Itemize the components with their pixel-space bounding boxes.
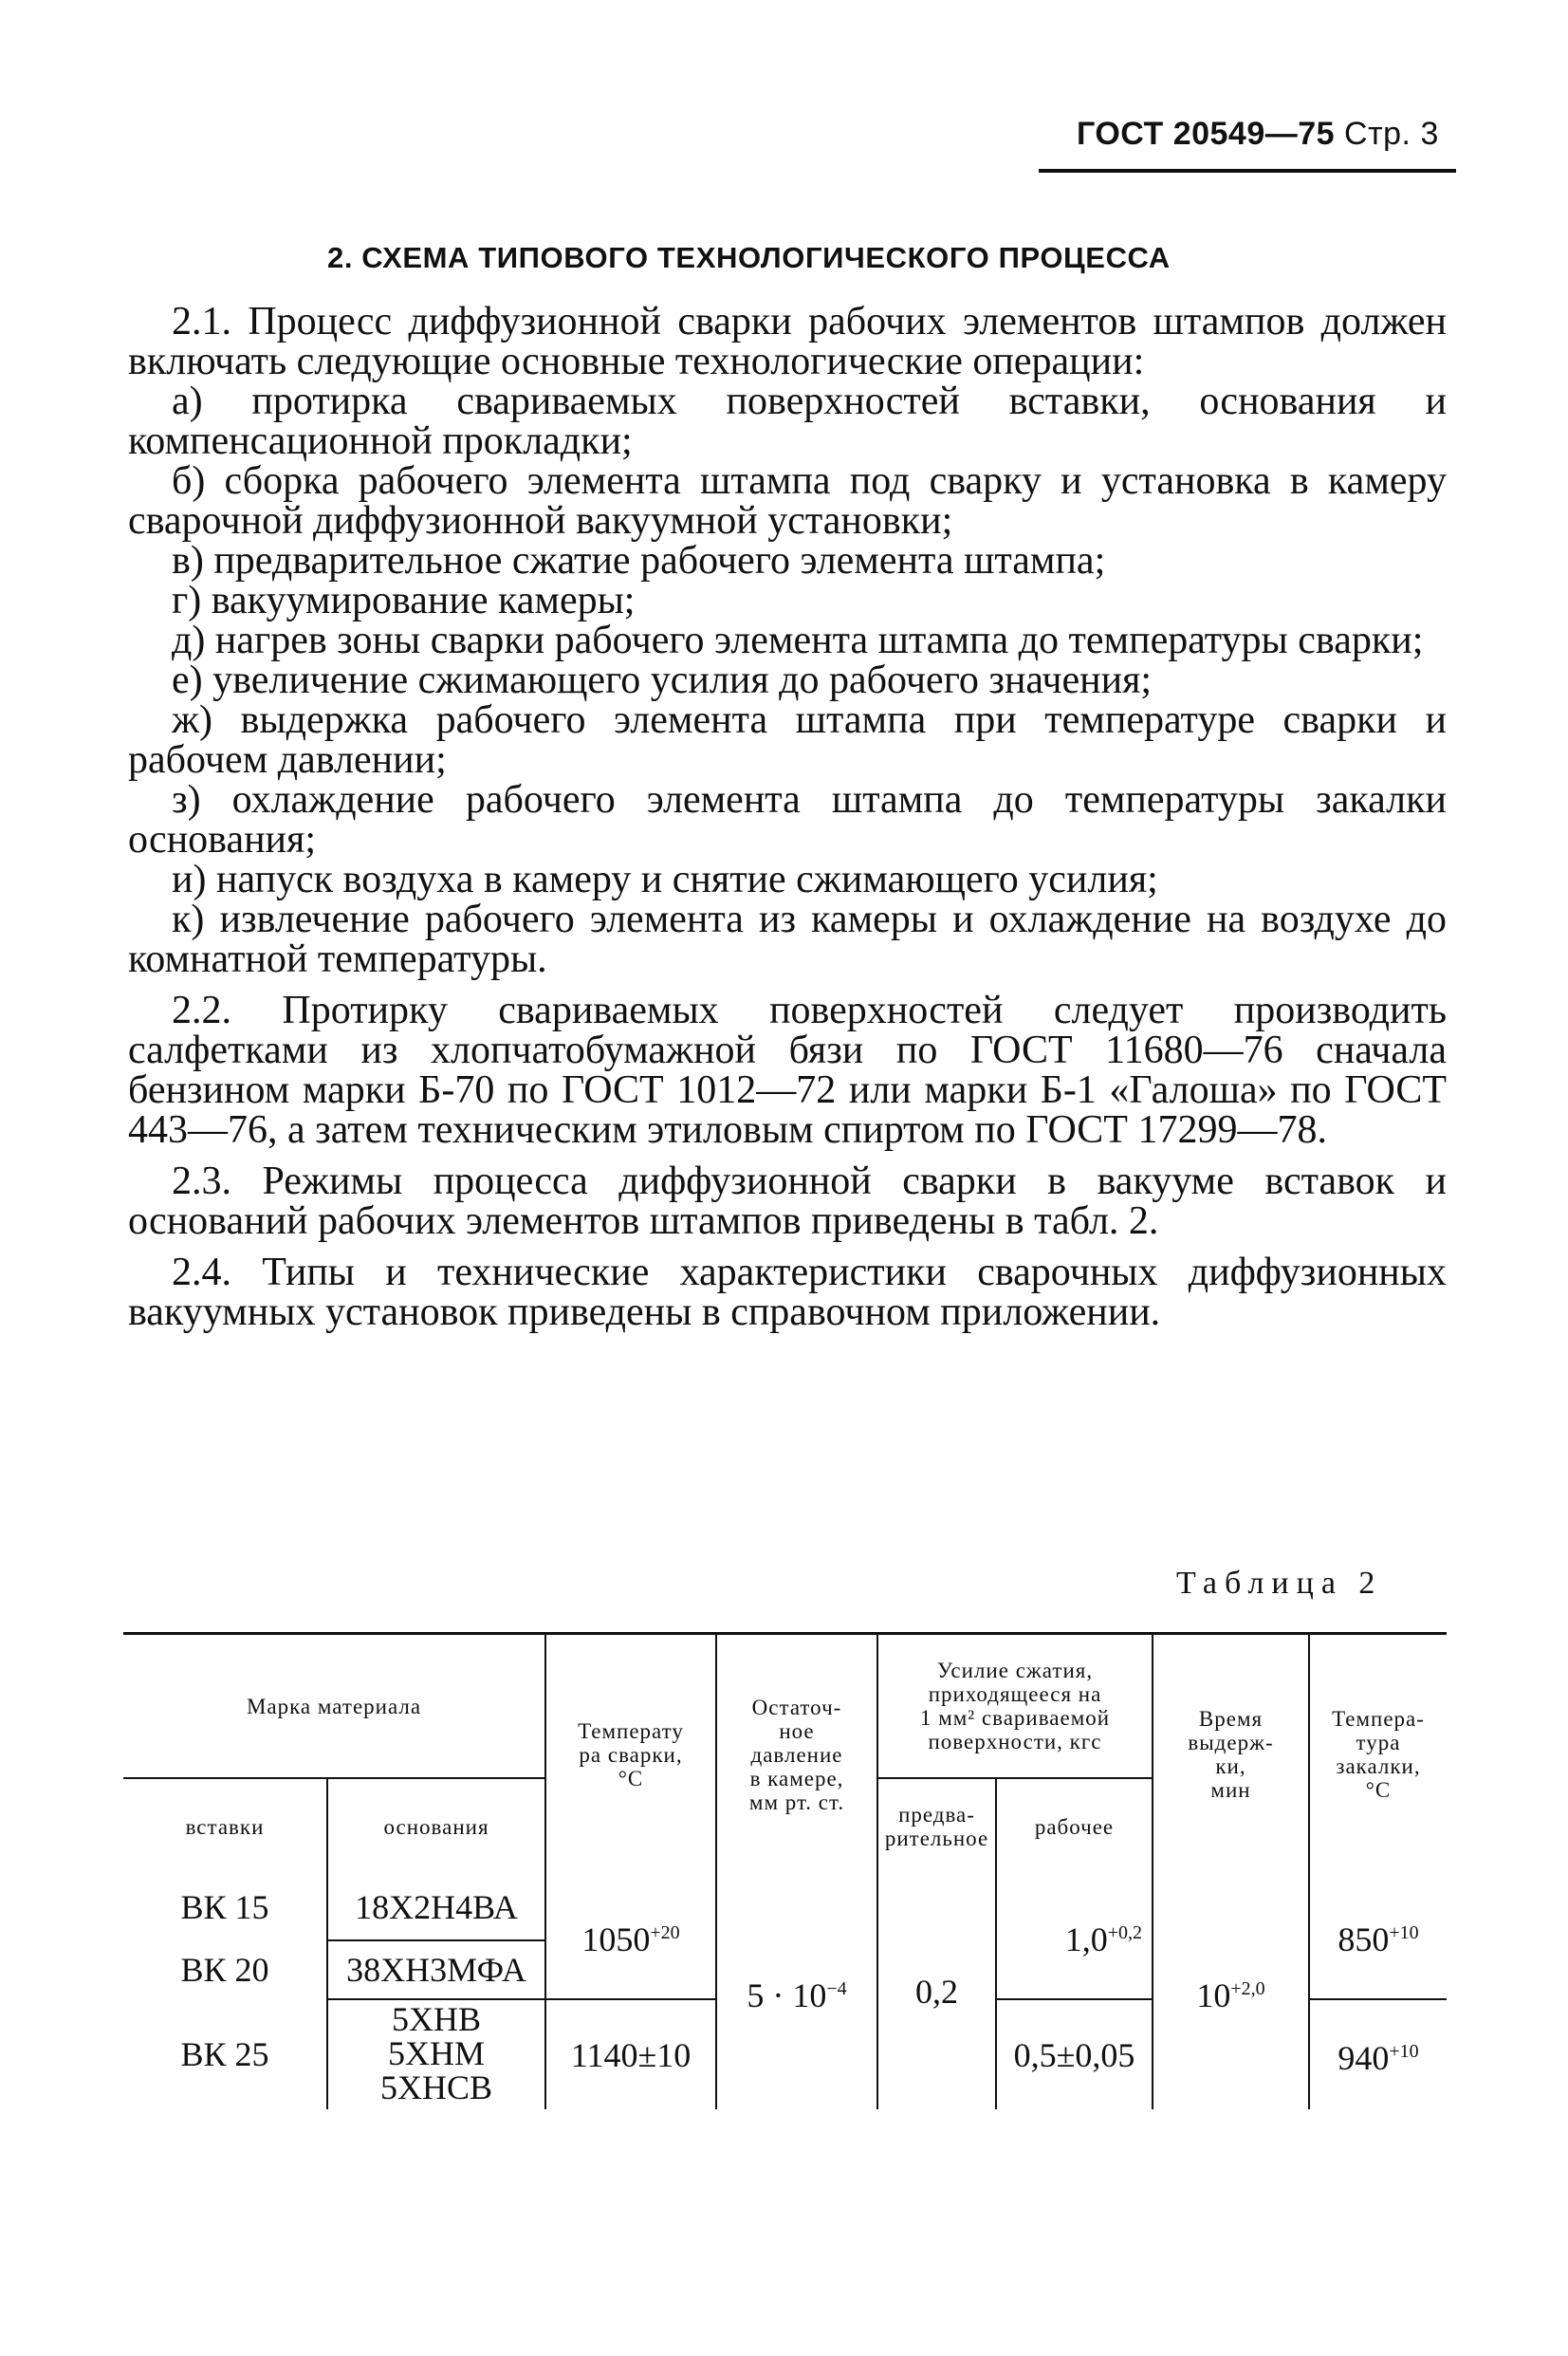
- header-material: Марка материала: [123, 1634, 545, 1779]
- page-number: Стр. 3: [1344, 116, 1439, 152]
- weld-temp-2: 1140±10: [545, 1999, 716, 2109]
- weld-temp-1: $1050^{+20}$: [545, 1874, 716, 1999]
- header-insert: вставки: [123, 1778, 327, 1874]
- paragraph-2-2: 2.2. Протирку свариваемых поверхностей следует производить салфетками из хлопчатобумажной бязи по ГОСТ 11680—76 сначала бензином марки Б-70 по ГОСТ 1012—72 или марки Б-1 «Галоша» по ГОСТ 443—76, а затем техническим этиловым спиртом по ГОСТ 17299—78.: [128, 989, 1447, 1152]
- body-text: [128, 302, 1447, 1332]
- paragraph-2-1: 2.1. Процесс диффузионной сварки рабочих элементов штампов должен включать следующие основные технологические операции:: [128, 300, 1447, 383]
- header-working: рабочее: [996, 1778, 1153, 1874]
- list-item: е) увеличение сжимающего усилия до рабочего значения;: [172, 659, 1153, 702]
- hold-time: $10^{+2,0}$: [1153, 1874, 1309, 2109]
- preliminary-force: 0,2: [877, 1874, 996, 2109]
- residual-pressure: $5 \cdot 10^{-4}$: [716, 1874, 877, 2109]
- header-hold-time: Время выдерж- ки, мин: [1153, 1634, 1309, 1875]
- welding-modes-table: [123, 1632, 1447, 2109]
- page-header: [1077, 116, 1439, 153]
- base-grade: 38ХН3МФА: [327, 1940, 545, 1999]
- base-grade: 18Х2Н4ВА: [327, 1874, 545, 1940]
- quench-temp-1: $850^{+10}$: [1309, 1874, 1447, 1999]
- table-row: [123, 1874, 1447, 1940]
- header-rule: [1039, 169, 1456, 173]
- list-item: а) протирка свариваемых поверхностей вставки, основания и компенсационной прокладки;: [128, 380, 1447, 463]
- standard-number: ГОСТ 20549—75: [1077, 116, 1336, 152]
- header-preliminary: предва- рительное: [877, 1778, 996, 1874]
- insert-grade: ВК 20: [123, 1940, 327, 1999]
- list-item: и) напуск воздуха в камеру и снятие сжимающего усилия;: [172, 858, 1158, 901]
- table-caption: Таблица 2: [1176, 1566, 1383, 1601]
- list-item: з) охлаждение рабочего элемента штампа до температуры закалки основания;: [128, 778, 1447, 862]
- list-item: к) извлечение рабочего элемента из камеры и охлаждение на воздухе до комнатной температуры.: [128, 898, 1447, 981]
- list-item: в) предварительное сжатие рабочего элемента штампа;: [172, 539, 1106, 583]
- header-weld-temp: Температу ра сварки, °С: [545, 1634, 716, 1875]
- header-residual-pressure: Остаточ- ное давление в камере, мм рт. ст.: [716, 1634, 877, 1875]
- quench-temp-2: $940^{+10}$: [1309, 1999, 1447, 2109]
- paragraph-2-4: 2.4. Типы и технические характеристики сварочных диффузионных вакуумных установок приведены в справочном приложении.: [128, 1251, 1447, 1334]
- header-compression-force: Усилие сжатия, приходящееся на 1 мм² свариваемой поверхности, кгс: [877, 1634, 1153, 1779]
- list-item: д) нагрев зоны сварки рабочего элемента штампа до температуры сварки;: [172, 619, 1424, 662]
- working-force-1: $1,0^{+0,2}$: [996, 1874, 1153, 1999]
- insert-grade: ВК 25: [123, 1999, 327, 2109]
- header-quench-temp: Темпера- тура закалки, °С: [1309, 1634, 1447, 1875]
- insert-grade: ВК 15: [123, 1874, 327, 1940]
- section-title: 2. СХЕМА ТИПОВОГО ТЕХНОЛОГИЧЕСКОГО ПРОЦЕССА: [327, 241, 1171, 274]
- list-item: б) сборка рабочего элемента штампа под сварку и установка в камеру сварочной диффузионной вакуумной установки;: [128, 459, 1447, 543]
- base-grade-group: 5ХНВ 5ХНМ 5ХНСВ: [327, 1999, 545, 2109]
- header-base: основания: [327, 1778, 545, 1874]
- list-item: ж) выдержка рабочего элемента штампа при температуре сварки и рабочем давлении;: [128, 698, 1447, 782]
- paragraph-2-3: 2.3. Режимы процесса диффузионной сварки в вакууме вставок и оснований рабочих элементов штампов приведены в табл. 2.: [128, 1159, 1447, 1243]
- working-force-2: 0,5±0,05: [996, 1999, 1153, 2109]
- list-item: г) вакуумирование камеры;: [172, 579, 636, 622]
